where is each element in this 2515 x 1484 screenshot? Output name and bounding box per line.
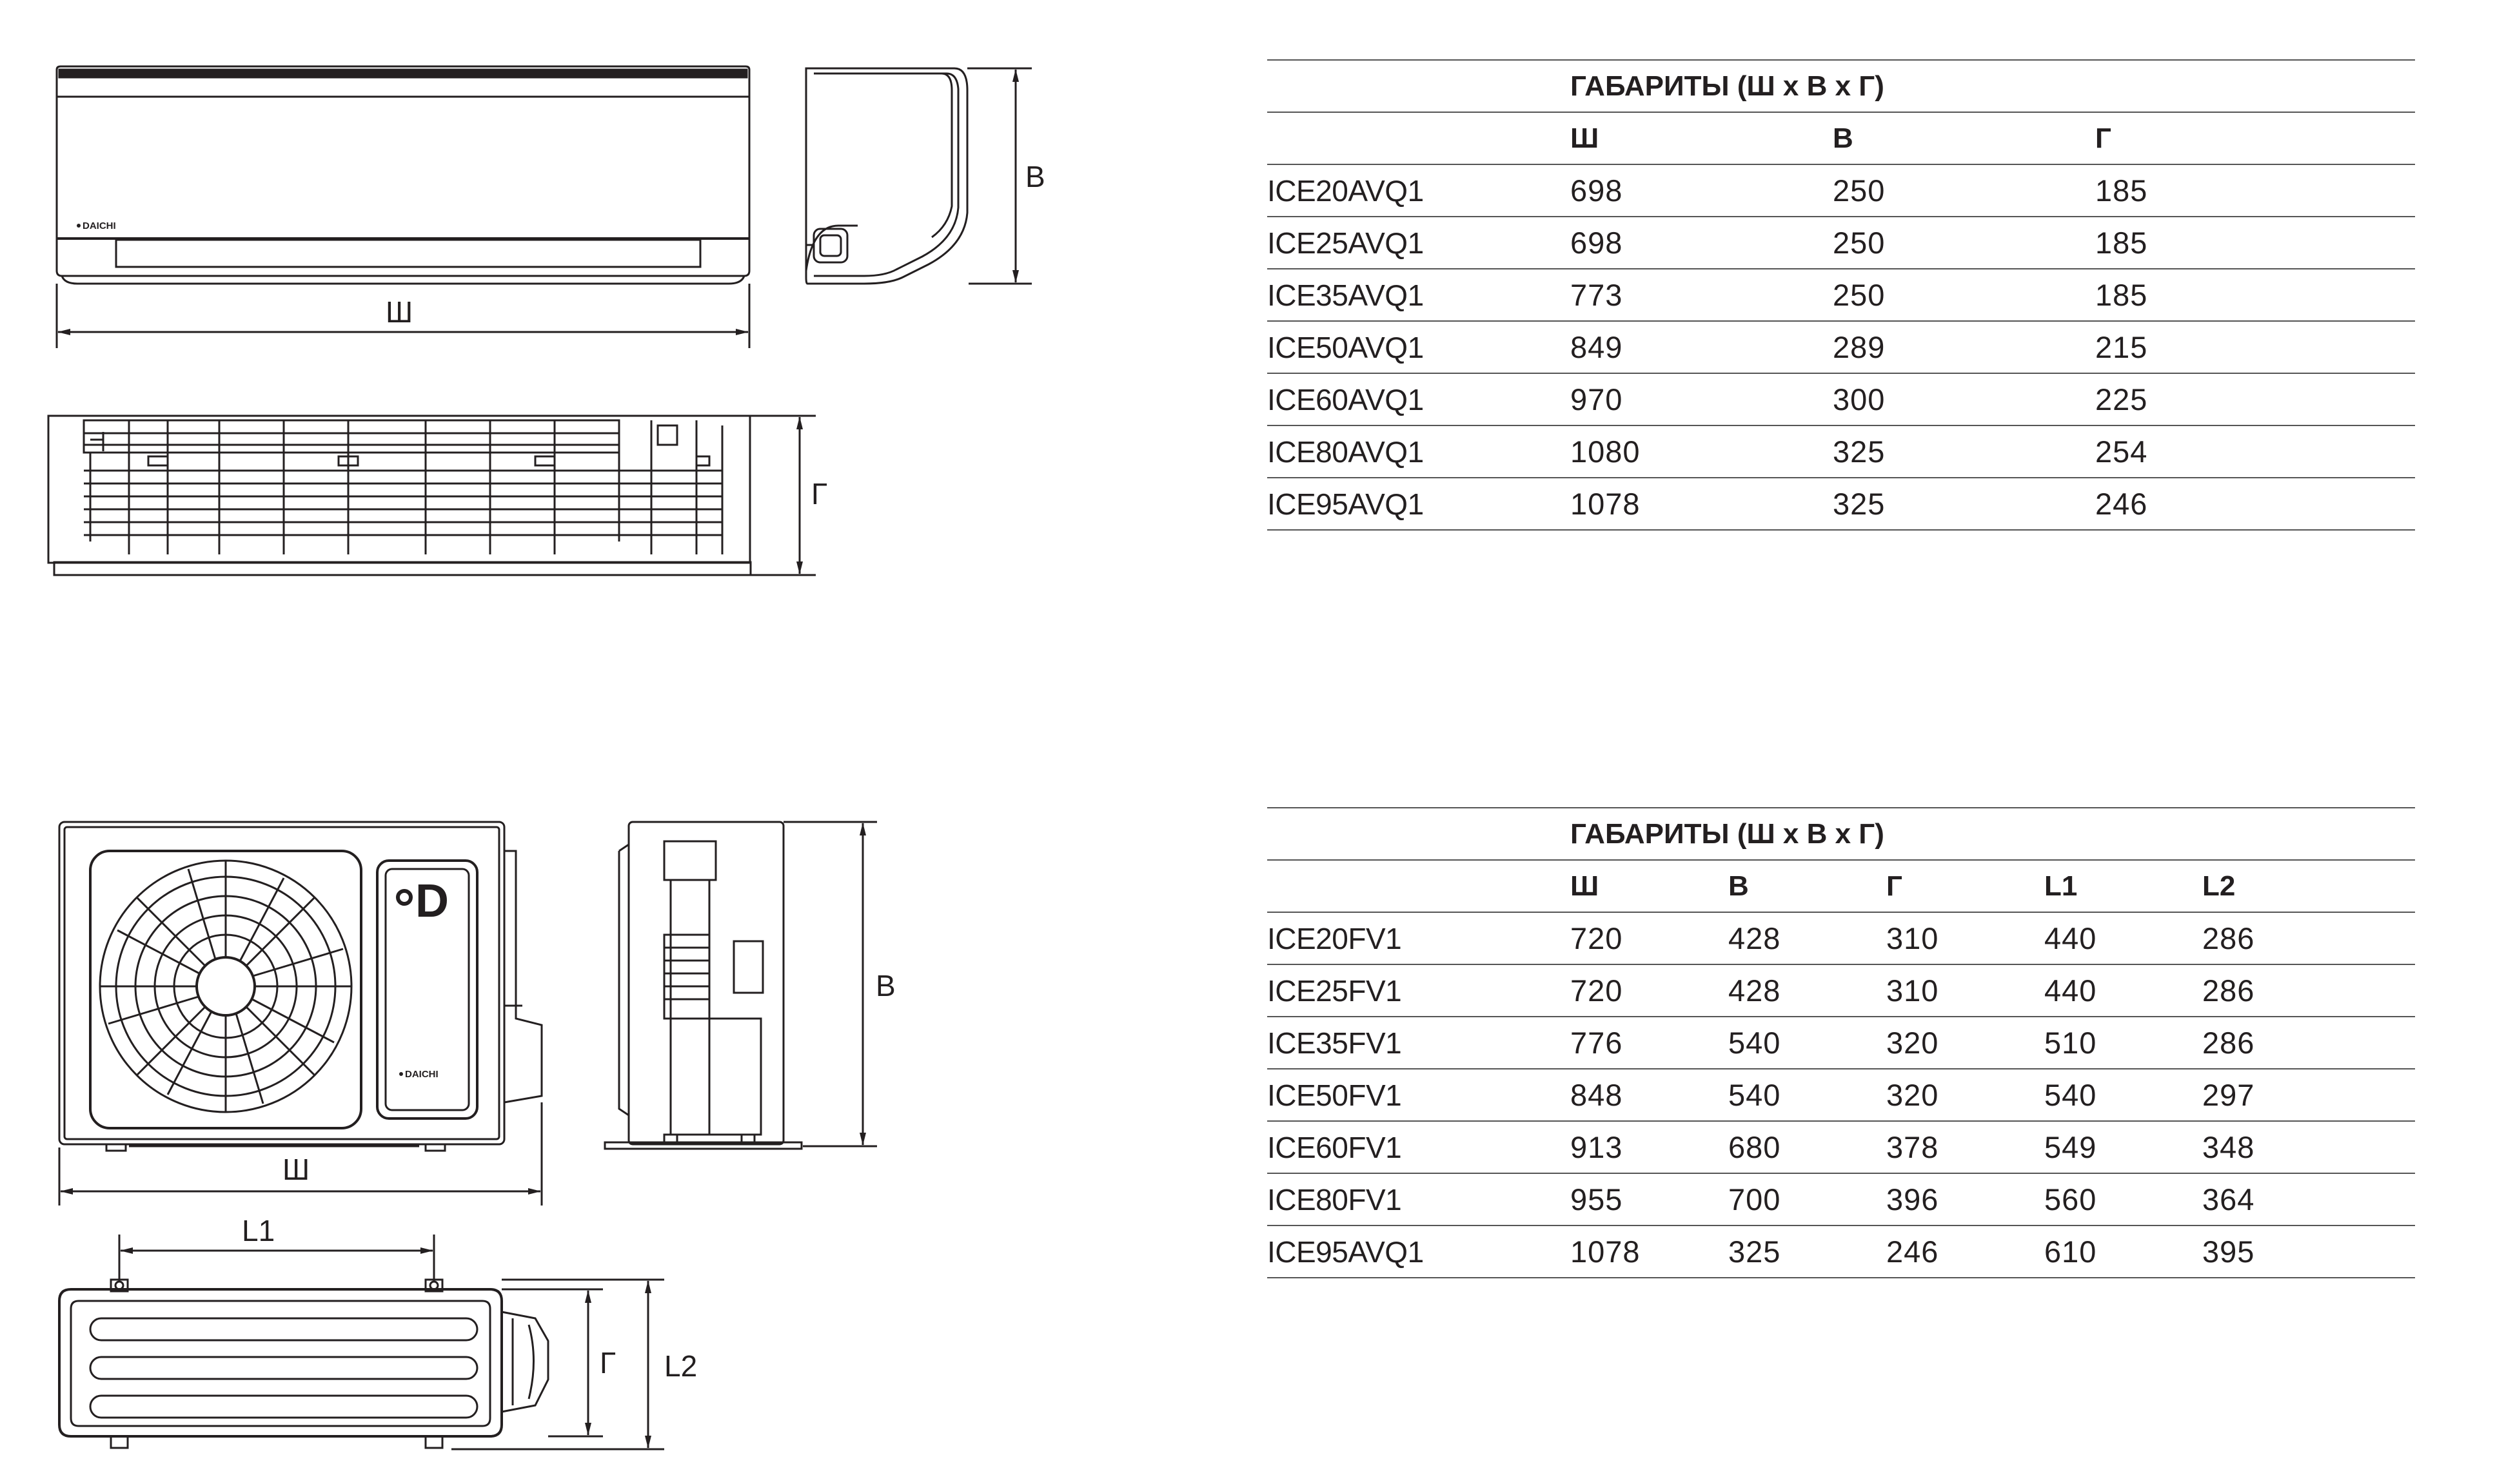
table-row: ICE20AVQ1 698 250 185: [1267, 164, 2415, 217]
table-row: ICE60AVQ1 970 300 225: [1267, 373, 2415, 425]
outdoor-l1-dimension: [119, 1235, 434, 1280]
table-row: ICE20FV1 720 428 310 440 286: [1267, 912, 2415, 964]
table-row: ICE95AVQ1 1078 325 246 610 395: [1267, 1225, 2415, 1278]
outdoor-depth-label: Г: [600, 1346, 616, 1380]
table-row: ICE35FV1 776 540 320 510 286: [1267, 1017, 2415, 1069]
indoor-col-depth: Г: [2095, 112, 2415, 164]
outdoor-col-height: В: [1728, 860, 1886, 912]
table-row: ICE80AVQ1 1080 325 254: [1267, 425, 2415, 478]
indoor-front-view: [57, 66, 749, 284]
indoor-depth-label: Г: [811, 477, 827, 511]
outdoor-col-l1: L1: [2044, 860, 2202, 912]
outdoor-height-dimension: [784, 822, 877, 1146]
indoor-side-view: [806, 68, 967, 284]
outdoor-side-view: [605, 822, 802, 1149]
outdoor-brand-logo: DAICHI: [405, 1069, 439, 1080]
table-row: ICE25FV1 720 428 310 440 286: [1267, 964, 2415, 1017]
indoor-top-view: [48, 416, 751, 575]
outdoor-width-label: Ш: [282, 1153, 310, 1186]
indoor-height-dimension: [967, 68, 1032, 284]
outdoor-front-view: [59, 822, 542, 1151]
outdoor-col-width: Ш: [1570, 860, 1728, 912]
indoor-col-width: Ш: [1570, 112, 1833, 164]
outdoor-height-label: В: [876, 969, 896, 1002]
table-row: ICE60FV1 913 680 378 549 348: [1267, 1121, 2415, 1173]
outdoor-top-view: [59, 1280, 548, 1448]
outdoor-col-depth: Г: [1886, 860, 2044, 912]
indoor-col-height: В: [1833, 112, 2095, 164]
indoor-height-label: В: [1025, 160, 1045, 193]
indoor-table-title: ГАБАРИТЫ (Ш х В х Г): [1570, 60, 2415, 112]
outdoor-logo-letter: D: [415, 875, 449, 927]
table-row: ICE35AVQ1 773 250 185: [1267, 269, 2415, 321]
outdoor-dimensions-table: [1267, 807, 2415, 1278]
outdoor-l2-label: L2: [664, 1349, 698, 1383]
outdoor-col-l2: L2: [2202, 860, 2415, 912]
outdoor-l2-dimension: [451, 1280, 664, 1449]
indoor-dimensions-table: [1267, 59, 2415, 531]
outdoor-table-title: ГАБАРИТЫ (Ш х В х Г): [1570, 808, 2415, 860]
table-row: ICE50AVQ1 849 289 215: [1267, 321, 2415, 373]
outdoor-depth-dimension: [502, 1289, 603, 1436]
outdoor-logo-ring: [398, 891, 411, 904]
table-row: ICE80FV1 955 700 396 560 364: [1267, 1173, 2415, 1225]
table-row: ICE95AVQ1 1078 325 246: [1267, 478, 2415, 530]
indoor-width-label: Ш: [386, 295, 413, 329]
indoor-depth-dimension: [750, 416, 816, 575]
table-row: ICE25AVQ1 698 250 185: [1267, 217, 2415, 269]
outdoor-l1-label: L1: [242, 1214, 275, 1247]
table-row: ICE50FV1 848 540 320 540 297: [1267, 1069, 2415, 1121]
indoor-brand-logo: DAICHI: [83, 220, 116, 231]
